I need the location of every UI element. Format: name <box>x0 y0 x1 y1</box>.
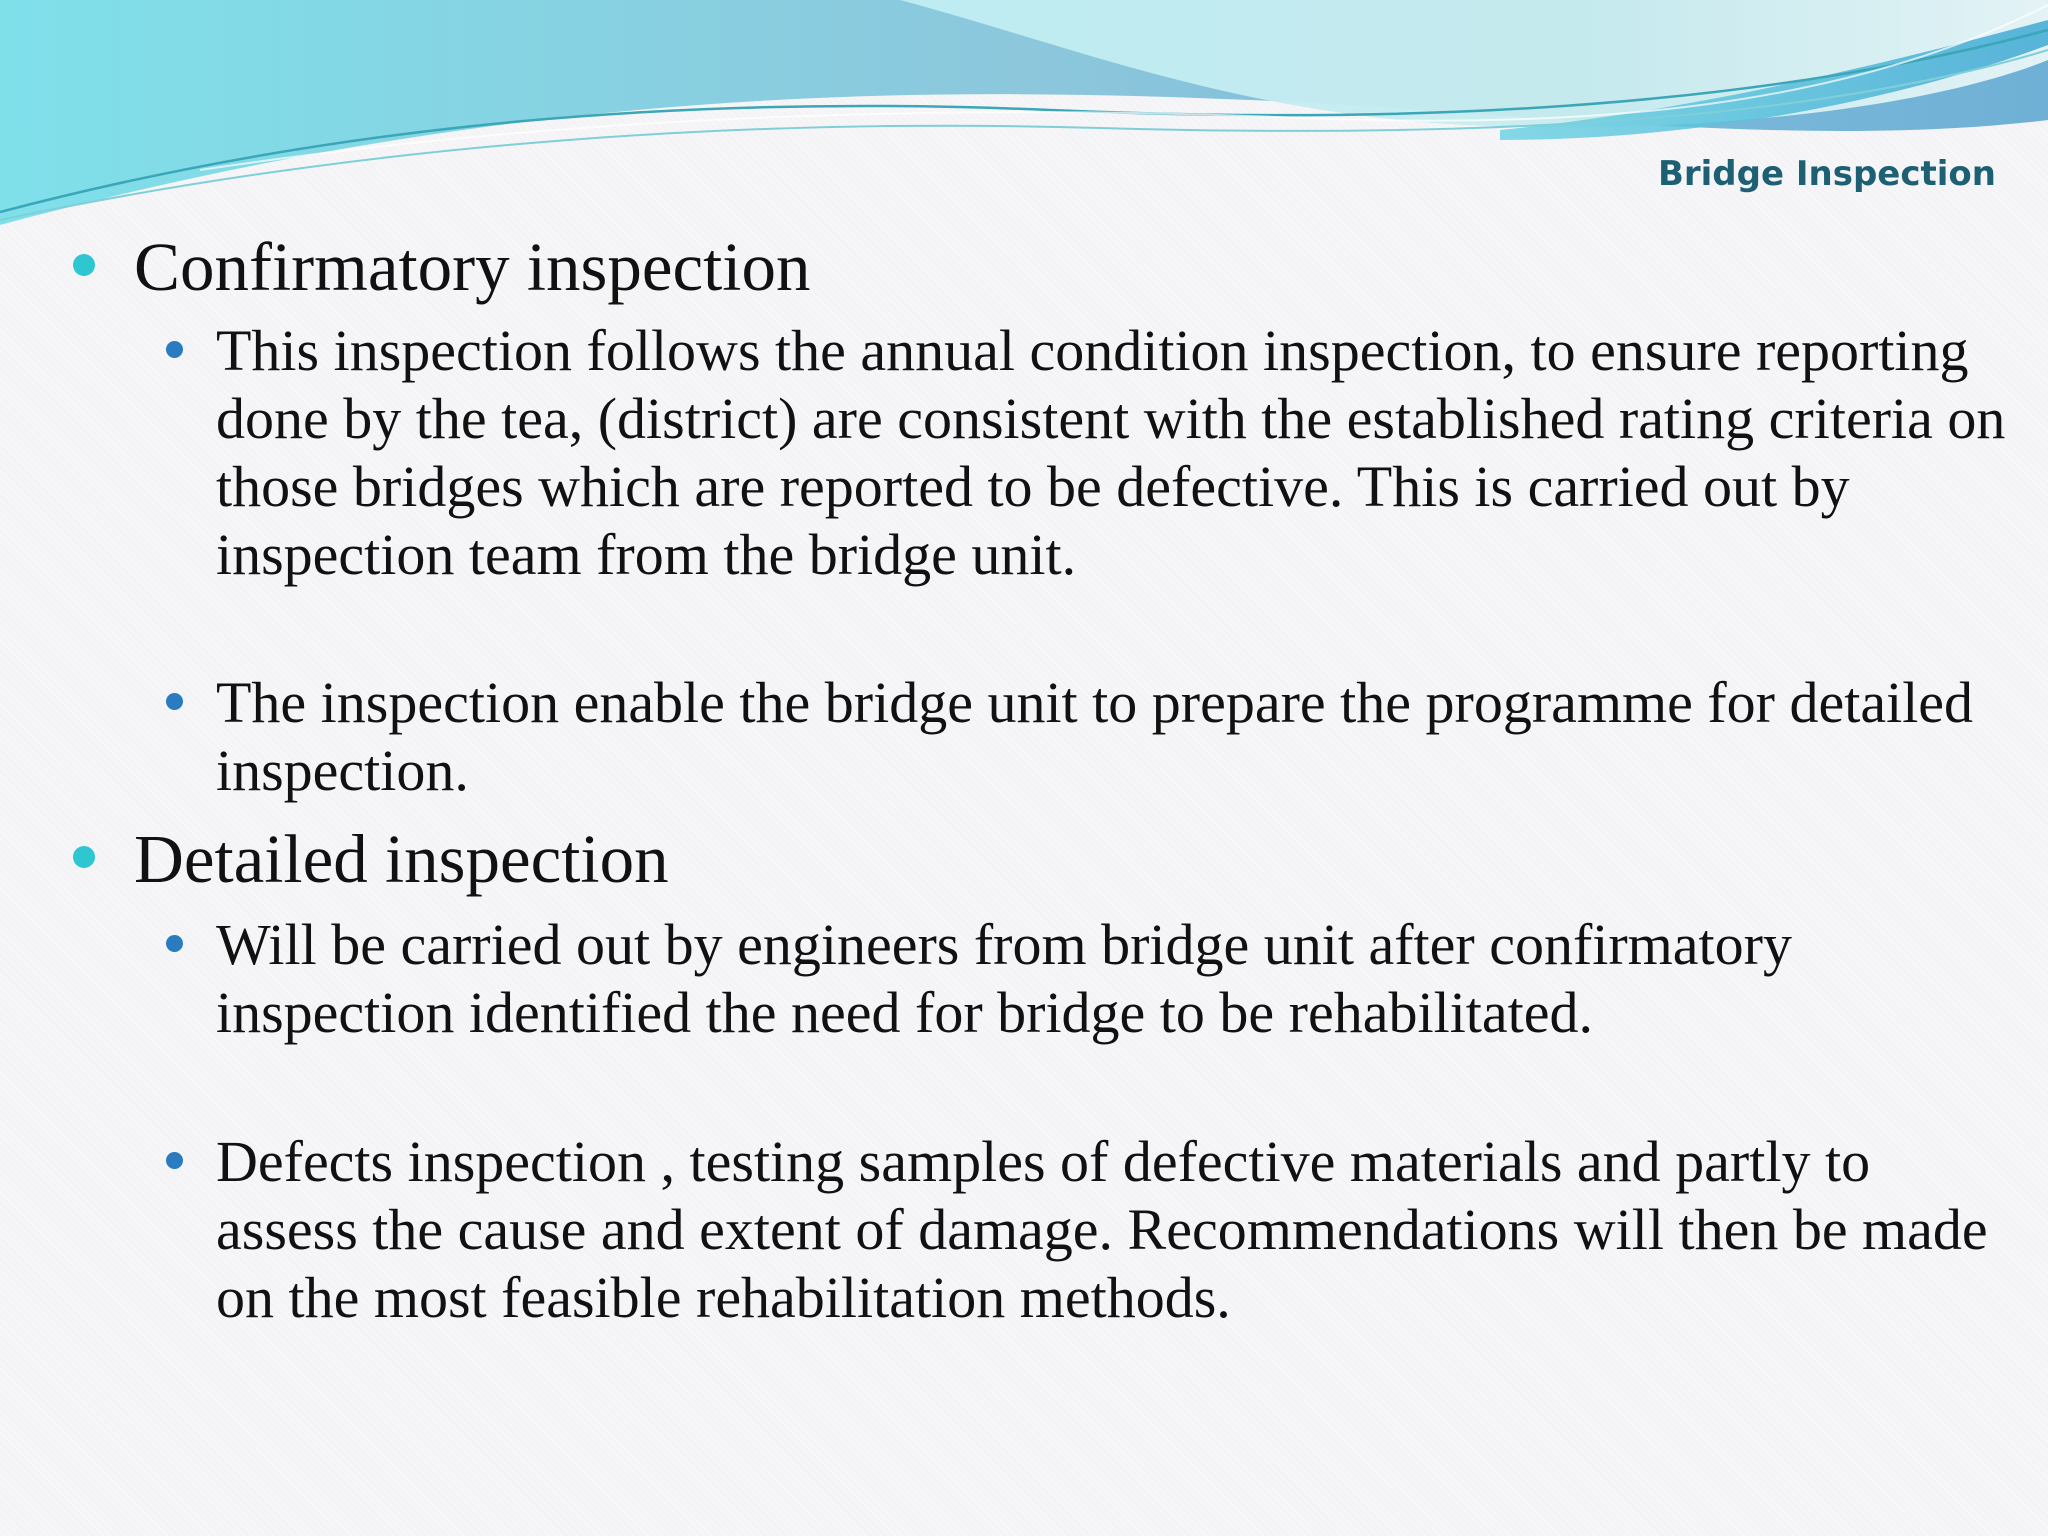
bullet-point <box>216 911 2016 1047</box>
bullet-point-text: Will be carried out by engineers from bridge unit after confirmatory inspection identified the need for bridge to be rehabilitated. <box>216 912 1792 1045</box>
bullet-point <box>216 1128 2016 1332</box>
section-heading-detailed <box>134 821 669 897</box>
bullet-point-text: This inspection follows the annual condition inspection, to ensure reporting done by the tea, (district) are consistent with the established rating criteria on those bridges which are reported to be defective. This is carried out by inspection team from the bridge unit. <box>216 318 2006 587</box>
level1-bullet-icon <box>73 254 95 276</box>
bullet-point-text: Defects inspection , testing samples of defective materials and partly to assess the cause and extent of damage. Recommendations will then be made on the most feasible rehabilitation methods. <box>216 1129 1988 1330</box>
bullet-point <box>216 669 2016 805</box>
level2-bullet-icon <box>166 693 183 710</box>
bullet-point <box>216 317 2016 589</box>
section-heading-confirmatory <box>134 229 811 305</box>
level2-bullet-icon <box>166 935 183 952</box>
level1-bullet-icon <box>73 846 95 868</box>
bullet-point-text: The inspection enable the bridge unit to prepare the programme for detailed inspection. <box>216 670 1974 803</box>
level2-bullet-icon <box>166 1152 183 1169</box>
level2-bullet-icon <box>166 341 183 358</box>
header-title: Bridge Inspection <box>1657 154 1996 194</box>
section-heading-text: Confirmatory inspection <box>134 229 811 305</box>
section-heading-text: Detailed inspection <box>134 821 669 897</box>
